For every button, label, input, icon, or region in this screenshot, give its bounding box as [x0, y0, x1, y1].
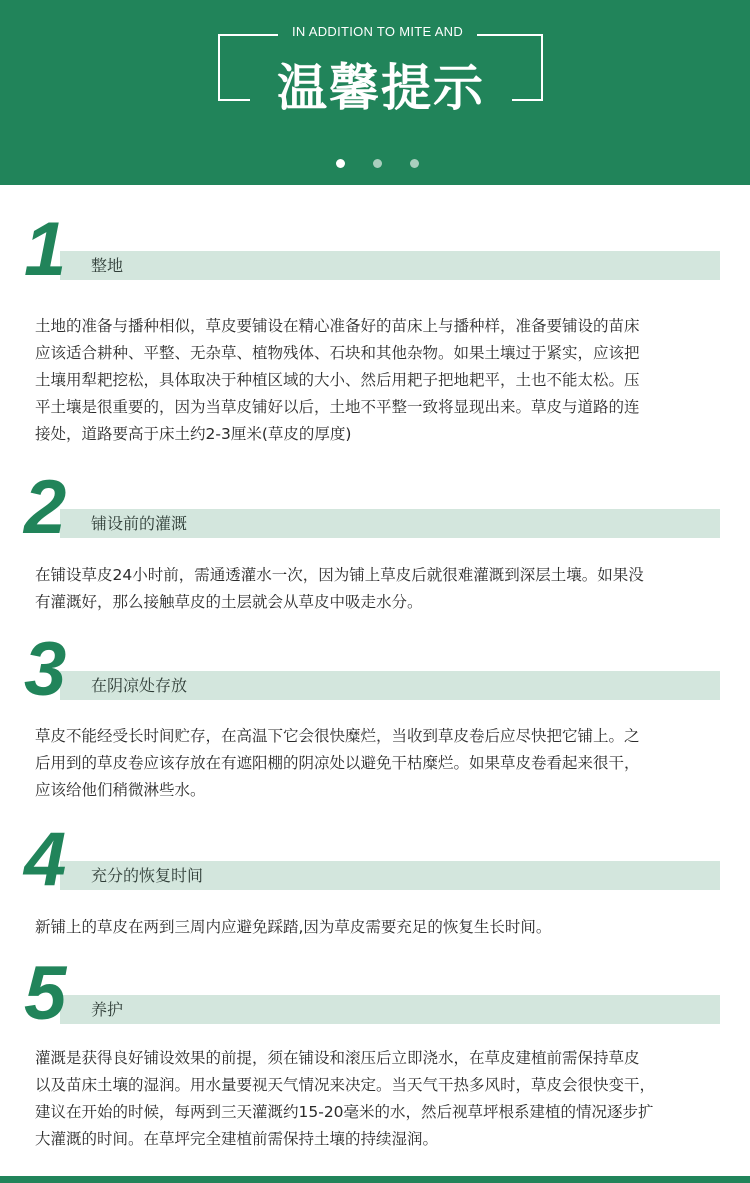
- body-line: 草皮不能经受长时间贮存，在高温下它会很快糜烂，当收到草皮卷后应尽快把它铺上。之: [35, 727, 640, 745]
- section-body: [35, 562, 720, 616]
- section-title-bar: [60, 995, 720, 1024]
- body-line: 应该给他们稍微淋些水。: [35, 781, 206, 799]
- carousel-dot-active[interactable]: [336, 159, 345, 168]
- title-frame: [477, 34, 543, 36]
- section-title: 铺设前的灌溉: [91, 514, 188, 533]
- section-body: [35, 313, 720, 448]
- title-frame: [541, 34, 543, 100]
- section-body: [35, 914, 720, 941]
- title-frame: [218, 99, 250, 101]
- section-title: 在阴凉处存放: [91, 676, 188, 695]
- section-title: 养护: [91, 1000, 124, 1019]
- section-number: 3: [24, 627, 67, 712]
- title-frame: [512, 99, 543, 101]
- body-line: 灌溉是获得良好铺设效果的前提，须在铺设和滚压后立即浇水，在草皮建植前需保持草皮: [35, 1049, 640, 1067]
- body-line: 后用到的草皮卷应该存放在有遮阳棚的阴凉处以避免干枯糜烂。如果草皮卷看起来很干，: [35, 754, 640, 772]
- section-body: [35, 1045, 720, 1153]
- carousel-dot[interactable]: [373, 159, 382, 168]
- body-line: 在铺设草皮24小时前，需通透灌水一次，因为铺上草皮后就很难灌溉到深层土壤。如果没: [35, 566, 644, 584]
- body-line: 平土壤是很重要的，因为当草皮铺好以后，土地不平整一致将显现出来。草皮与道路的连: [35, 398, 640, 416]
- section-title: 整地: [91, 256, 124, 275]
- header-subtitle: IN ADDITION TO MITE AND: [291, 24, 464, 39]
- body-line: 以及苗床土壤的湿润。用水量要视天气情况来决定。当天气干热多风时，草皮会很快变干，: [35, 1076, 656, 1094]
- title-frame: [218, 34, 278, 36]
- section-number: 1: [24, 207, 67, 292]
- body-line: 新铺上的草皮在两到三周内应避免踩踏,因为草皮需要充足的恢复生长时间。: [35, 918, 552, 936]
- body-line: 建议在开始的时候，每两到三天灌溉约15-20毫米的水，然后视草坪根系建植的情况逐步扩: [35, 1103, 654, 1121]
- title-frame: [218, 34, 220, 100]
- section-number: 4: [24, 817, 67, 902]
- body-line: 有灌溉好，那么接触草皮的土层就会从草皮中吸走水分。: [35, 593, 423, 611]
- section-number: 5: [24, 951, 67, 1036]
- section-body: [35, 723, 720, 804]
- page-title: 温馨提示: [277, 59, 485, 117]
- section-title: 充分的恢复时间: [91, 866, 204, 885]
- section-title-bar: [60, 251, 720, 280]
- header-banner: [0, 0, 750, 185]
- section-number: 2: [24, 465, 67, 550]
- bottom-bar: [0, 1176, 750, 1183]
- carousel-dot[interactable]: [410, 159, 419, 168]
- body-line: 应该适合耕种、平整、无杂草、植物残体、石块和其他杂物。如果土壤过于紧实，应该把: [35, 344, 640, 362]
- body-line: 土地的准备与播种相似，草皮要铺设在精心准备好的苗床上与播种样，准备要铺设的苗床: [35, 317, 640, 335]
- body-line: 土壤用犁耙挖松，具体取决于种植区域的大小、然后用耙子把地耙平，土也不能太松。压: [35, 371, 640, 389]
- body-line: 大灌溉的时间。在草坪完全建植前需保持土壤的持续湿润。: [35, 1130, 439, 1148]
- body-line: 接处，道路要高于床土约2-3厘米(草皮的厚度): [35, 425, 352, 443]
